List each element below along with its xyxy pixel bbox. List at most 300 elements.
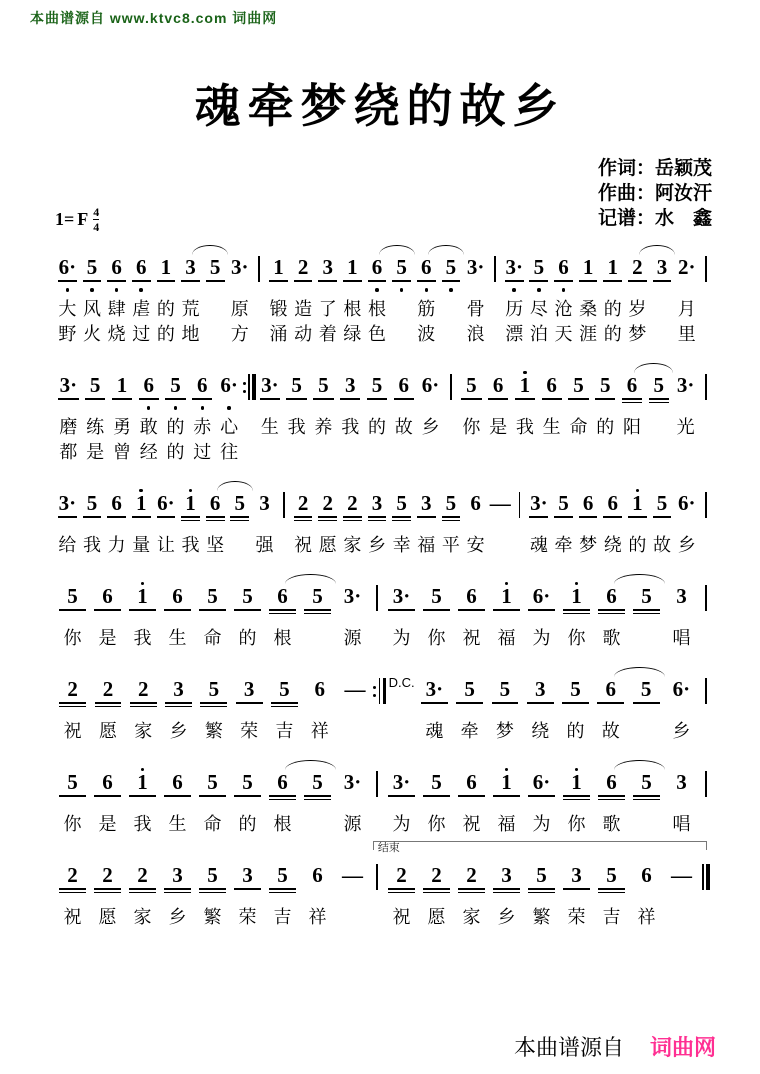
lyric-char: 月	[677, 298, 696, 319]
underline-beams	[181, 278, 200, 286]
underline	[633, 702, 660, 704]
underline	[562, 702, 589, 704]
note-cell	[664, 577, 699, 649]
lyric-char: 方	[230, 323, 249, 344]
underline	[527, 702, 554, 704]
lyric-char: 故	[653, 534, 672, 555]
underline-beams	[59, 886, 86, 894]
underline	[529, 280, 548, 282]
note-figure	[195, 577, 230, 624]
note-cell	[384, 856, 419, 928]
underline	[563, 799, 590, 801]
underline	[129, 892, 156, 894]
note-digit: 3·	[425, 677, 444, 701]
note-figure	[335, 577, 370, 624]
octave-dot	[373, 694, 376, 697]
underline-beams	[339, 886, 366, 894]
note-cell	[203, 248, 228, 345]
note-figure	[576, 248, 601, 295]
underline	[458, 888, 485, 890]
note-figure	[650, 484, 675, 531]
underline-beams	[165, 700, 192, 708]
note-figure	[489, 763, 524, 810]
underline	[318, 516, 337, 518]
lyric-char: 给	[58, 534, 77, 555]
note-cell	[489, 856, 524, 928]
note-cell	[487, 670, 522, 742]
note-digit: 3·	[505, 255, 523, 279]
note-digit: 1	[582, 255, 594, 279]
note-digit: 2	[322, 491, 333, 515]
underline	[368, 520, 387, 522]
note-cell	[129, 484, 154, 556]
note-digit: 5	[318, 373, 329, 397]
underline-beams	[579, 278, 598, 286]
underline	[598, 888, 625, 890]
octave-dot	[373, 686, 376, 689]
note-figure	[487, 670, 522, 717]
underline-beams	[515, 396, 535, 404]
underline	[294, 280, 313, 282]
underline-beams	[568, 396, 588, 404]
underline-beams	[633, 700, 660, 708]
note-digit: 5	[396, 491, 407, 515]
lyric-char: 根	[368, 298, 386, 319]
underline	[622, 398, 642, 400]
underline	[271, 702, 298, 704]
lyric-char: 的	[367, 416, 386, 437]
lyric-char: 梦	[495, 720, 514, 741]
note-digit: 2	[102, 677, 114, 701]
note-digit: 1	[632, 491, 643, 515]
lyric-char: 是	[98, 813, 117, 834]
key-tonic: F	[77, 209, 89, 229]
underline-beams	[157, 278, 176, 286]
note-cell	[439, 484, 464, 556]
note-figure	[315, 248, 340, 295]
underline	[129, 888, 156, 890]
note-digit: 5	[279, 677, 290, 701]
note-cell	[619, 366, 646, 463]
note-digit: 1	[137, 584, 148, 608]
lyric-char: 歌	[602, 813, 621, 834]
underline-beams	[423, 607, 450, 615]
underline-beams	[562, 700, 589, 708]
note-figure	[664, 856, 699, 903]
lyric-char: 动	[294, 323, 313, 344]
note-figure	[90, 763, 125, 810]
note-cell	[80, 484, 105, 556]
underline-beams	[458, 793, 485, 801]
underline	[269, 280, 288, 282]
note-digit: 6	[606, 584, 617, 608]
barline-glyph	[513, 484, 527, 518]
lyric-char: 的	[628, 534, 647, 555]
note-digit: 3·	[676, 373, 695, 397]
note-cell	[551, 484, 576, 556]
note-cell	[55, 577, 90, 649]
underline	[59, 706, 86, 708]
lyric-char: 我	[287, 416, 306, 437]
underline-beams	[199, 793, 226, 801]
underline	[554, 516, 573, 518]
note-figure	[650, 248, 675, 295]
lyric-char: 地	[181, 323, 200, 344]
underline	[493, 609, 520, 611]
underline-beams	[598, 793, 625, 801]
lyric-char: 烧	[107, 323, 126, 344]
underline-beams	[313, 396, 333, 404]
note-figure	[55, 484, 80, 531]
underline-beams	[234, 793, 261, 801]
note-digit: 1	[273, 255, 284, 279]
note-cell	[414, 248, 439, 345]
octave-dot	[90, 288, 94, 292]
note-digit: 1	[347, 255, 358, 279]
underline	[107, 280, 126, 282]
underline	[58, 398, 78, 400]
barline-glyph	[699, 248, 713, 282]
lyric-char: 原	[230, 298, 249, 319]
underline-beams	[677, 514, 696, 522]
underline	[493, 795, 520, 797]
note-digit: 5	[641, 584, 652, 608]
underline-beams	[493, 607, 520, 615]
note-cell	[337, 366, 364, 463]
underline-beams	[368, 278, 387, 286]
underline-beams	[94, 793, 121, 801]
note-cell	[315, 484, 340, 556]
note-cell	[160, 577, 195, 649]
underline	[653, 516, 672, 518]
underline	[129, 609, 156, 611]
note-digit: 6	[605, 677, 617, 701]
note-cell	[664, 763, 699, 835]
note-cell	[389, 248, 414, 345]
system	[55, 366, 713, 463]
lyric-char: 绕	[531, 720, 550, 741]
underline-beams	[343, 278, 362, 286]
note-digit: 5	[466, 373, 477, 397]
barline-glyph	[370, 763, 384, 797]
underline-beams	[579, 514, 598, 522]
underline-beams	[668, 607, 695, 615]
underline	[388, 888, 415, 890]
note-cell	[454, 856, 489, 928]
underline-beams	[527, 700, 554, 708]
underline-beams	[269, 793, 296, 801]
note-digit: 5	[599, 373, 611, 397]
underline	[368, 516, 387, 518]
underline-beams	[343, 514, 362, 522]
barline-glyph	[373, 670, 387, 704]
note-figure	[230, 763, 265, 810]
note-cell	[559, 763, 594, 835]
footer-site-link[interactable]: 词曲网	[650, 1035, 717, 1060]
underline-beams	[528, 886, 555, 894]
underline	[633, 609, 660, 611]
note-figure	[216, 366, 243, 413]
note-digit: —	[489, 491, 511, 515]
note-digit: 5	[242, 584, 253, 608]
lyric-char: 祥	[310, 720, 329, 741]
note-figure	[231, 670, 266, 717]
note-figure	[527, 248, 552, 295]
note-cell	[365, 484, 390, 556]
lyric-char: 造	[294, 298, 313, 319]
note-digit: 6	[606, 770, 617, 794]
underline	[234, 888, 261, 890]
lyric-char: 的	[566, 720, 585, 741]
note-cell	[559, 856, 594, 928]
underline	[343, 520, 362, 522]
underline-beams	[421, 700, 448, 708]
note-cell	[524, 577, 559, 649]
underline-beams	[598, 886, 625, 894]
barline-glyph	[277, 484, 291, 518]
barline	[699, 763, 713, 822]
lyric-char: 命	[569, 416, 588, 437]
note-figure	[178, 248, 203, 295]
key-prefix: 1=	[55, 209, 75, 229]
note-cell	[576, 248, 601, 345]
note-figure	[558, 670, 593, 717]
note-cell	[55, 856, 90, 928]
note-cell	[674, 484, 699, 556]
lyric-char: 愿	[427, 906, 446, 927]
underline	[94, 609, 121, 611]
note-digit: 5	[67, 770, 78, 794]
lyric-char: 命	[203, 813, 222, 834]
lyric-char: 根	[343, 298, 362, 319]
underline	[461, 398, 481, 400]
note-cell	[162, 366, 189, 463]
lyric-char: 我	[341, 416, 360, 437]
underline	[343, 516, 362, 518]
underline	[192, 398, 212, 400]
note-figure	[300, 577, 335, 624]
underline-beams	[59, 793, 86, 801]
note-figure	[625, 248, 650, 295]
note-digit: 3	[676, 584, 687, 608]
underline-beams	[595, 396, 615, 404]
note-cell	[538, 366, 565, 463]
note-cell	[600, 248, 625, 345]
underline-beams	[456, 700, 483, 708]
underline	[388, 795, 415, 797]
note-figure	[300, 856, 335, 903]
note-figure	[454, 763, 489, 810]
underline-beams	[206, 278, 225, 286]
note-figure	[90, 670, 125, 717]
underline	[423, 795, 450, 797]
lyric-char: 勇	[112, 416, 131, 437]
note-digit: 2	[396, 863, 407, 887]
note-figure	[414, 248, 439, 295]
underline-beams	[234, 607, 261, 615]
underline-beams	[165, 396, 185, 404]
underline-beams	[339, 607, 366, 615]
lyric-char: 魂	[425, 720, 444, 741]
repeat-end-barline	[373, 670, 387, 729]
lyric-char: 梦	[628, 323, 647, 344]
note-digit: 6	[172, 584, 183, 608]
note-digit: 6	[209, 491, 221, 515]
note-cell	[629, 763, 664, 835]
underline-beams	[677, 278, 696, 286]
note-figure	[55, 366, 82, 413]
note-cell	[196, 670, 231, 742]
underline-beams	[528, 793, 555, 801]
underline-beams	[130, 700, 157, 708]
underline-beams	[392, 514, 411, 522]
underline-beams	[230, 278, 249, 286]
dc-mark	[387, 670, 417, 695]
note-figure	[230, 577, 265, 624]
note-figure	[302, 670, 337, 717]
underline-beams	[423, 793, 450, 801]
note-cell	[230, 856, 265, 928]
lyric-char: 祝	[462, 627, 481, 648]
underline	[199, 888, 226, 890]
lyric-char: 为	[392, 813, 411, 834]
note-cell	[365, 248, 390, 345]
note-cell	[90, 856, 125, 928]
underline-beams	[563, 793, 590, 801]
underline	[603, 280, 622, 282]
underline-beams	[139, 396, 159, 404]
underline-beams	[107, 514, 126, 522]
underline	[458, 892, 485, 894]
underline	[568, 398, 588, 400]
lyric-char: 历	[505, 298, 524, 319]
lyric-char: 你	[63, 813, 82, 834]
underline	[392, 516, 411, 518]
lyric-char: 唱	[672, 813, 691, 834]
note-digit: 6	[558, 255, 569, 279]
lyric-char: 福	[497, 627, 516, 648]
note-figure	[265, 856, 300, 903]
lyric-char: 祝	[63, 906, 82, 927]
note-digit: 3·	[58, 491, 77, 515]
lyric-char: 你	[567, 813, 586, 834]
note-figure	[154, 248, 179, 295]
barline-glyph	[370, 856, 384, 890]
underline	[129, 795, 156, 797]
barline	[370, 763, 384, 822]
note-digit: 1	[571, 584, 582, 608]
note-cell	[664, 670, 699, 742]
note-cell	[485, 366, 512, 463]
note-digit: 3	[243, 677, 255, 701]
underline	[165, 398, 185, 400]
underline	[563, 888, 590, 890]
underline	[294, 516, 313, 518]
note-digit: 3·	[466, 255, 485, 279]
underline-beams	[94, 607, 121, 615]
note-digit: 3	[534, 677, 546, 701]
note-digit: 2	[297, 255, 309, 279]
underline	[157, 516, 176, 518]
underline	[206, 516, 225, 518]
underline	[528, 609, 555, 611]
note-digit: 6	[546, 373, 557, 397]
lyric-char: 故	[394, 416, 413, 437]
lyric-char: 安	[466, 534, 485, 555]
note-cell	[594, 856, 629, 928]
note-cell	[315, 248, 340, 345]
lyric-char: 火	[82, 323, 101, 344]
underline-beams	[598, 607, 625, 615]
note-cell	[55, 670, 90, 742]
underline	[505, 280, 524, 282]
note-digit: 5	[312, 584, 323, 608]
dash-note-cell	[335, 856, 370, 928]
lyric-char: 福	[497, 813, 516, 834]
underline	[200, 706, 227, 708]
underline	[83, 280, 102, 282]
underline-beams	[388, 793, 415, 801]
note-digit: 6	[111, 255, 122, 279]
octave-dot	[400, 288, 404, 292]
note-cell	[265, 763, 300, 835]
meter-fraction	[93, 206, 99, 233]
underline	[200, 702, 227, 704]
note-digit: 5	[234, 491, 246, 515]
underline-beams	[318, 278, 337, 286]
lyric-char: 阳	[623, 416, 642, 437]
underline-beams	[200, 700, 227, 708]
underline	[579, 280, 598, 282]
note-figure	[160, 763, 195, 810]
note-digit: 5	[277, 863, 288, 887]
underline	[286, 398, 306, 400]
note-cell	[502, 248, 527, 345]
underline	[528, 892, 555, 894]
ending-bracket	[373, 841, 707, 854]
barline-glyph	[699, 856, 713, 890]
underline-beams	[339, 793, 366, 801]
underline	[388, 892, 415, 894]
underline-beams	[58, 278, 77, 286]
underline	[318, 520, 337, 522]
lyric-char: 生	[260, 416, 279, 437]
note-figure	[523, 670, 558, 717]
lyric-char: 练	[86, 416, 105, 437]
note-cell	[551, 248, 576, 345]
underline	[94, 795, 121, 797]
note-figure	[551, 484, 576, 531]
lyric-char: 是	[489, 416, 508, 437]
note-cell	[195, 577, 230, 649]
underline	[603, 516, 622, 518]
note-digit: 5	[396, 255, 407, 279]
note-cell	[189, 366, 216, 463]
lyric-char: 愿	[98, 720, 117, 741]
underline	[304, 799, 331, 801]
note-digit: 6·	[532, 584, 551, 608]
note-figure	[565, 366, 592, 413]
note-cell	[600, 484, 625, 556]
barline-glyph	[699, 670, 713, 704]
note-cell	[104, 484, 129, 556]
note-digit: 5	[242, 770, 253, 794]
lyric-char: 绿	[343, 323, 362, 344]
header-source-link[interactable]: 本曲谱源自 www.ktvc8.com 词曲网	[30, 10, 278, 26]
repeat-dots	[373, 678, 376, 704]
underline-beams	[340, 396, 360, 404]
note-digit: 6	[172, 770, 183, 794]
